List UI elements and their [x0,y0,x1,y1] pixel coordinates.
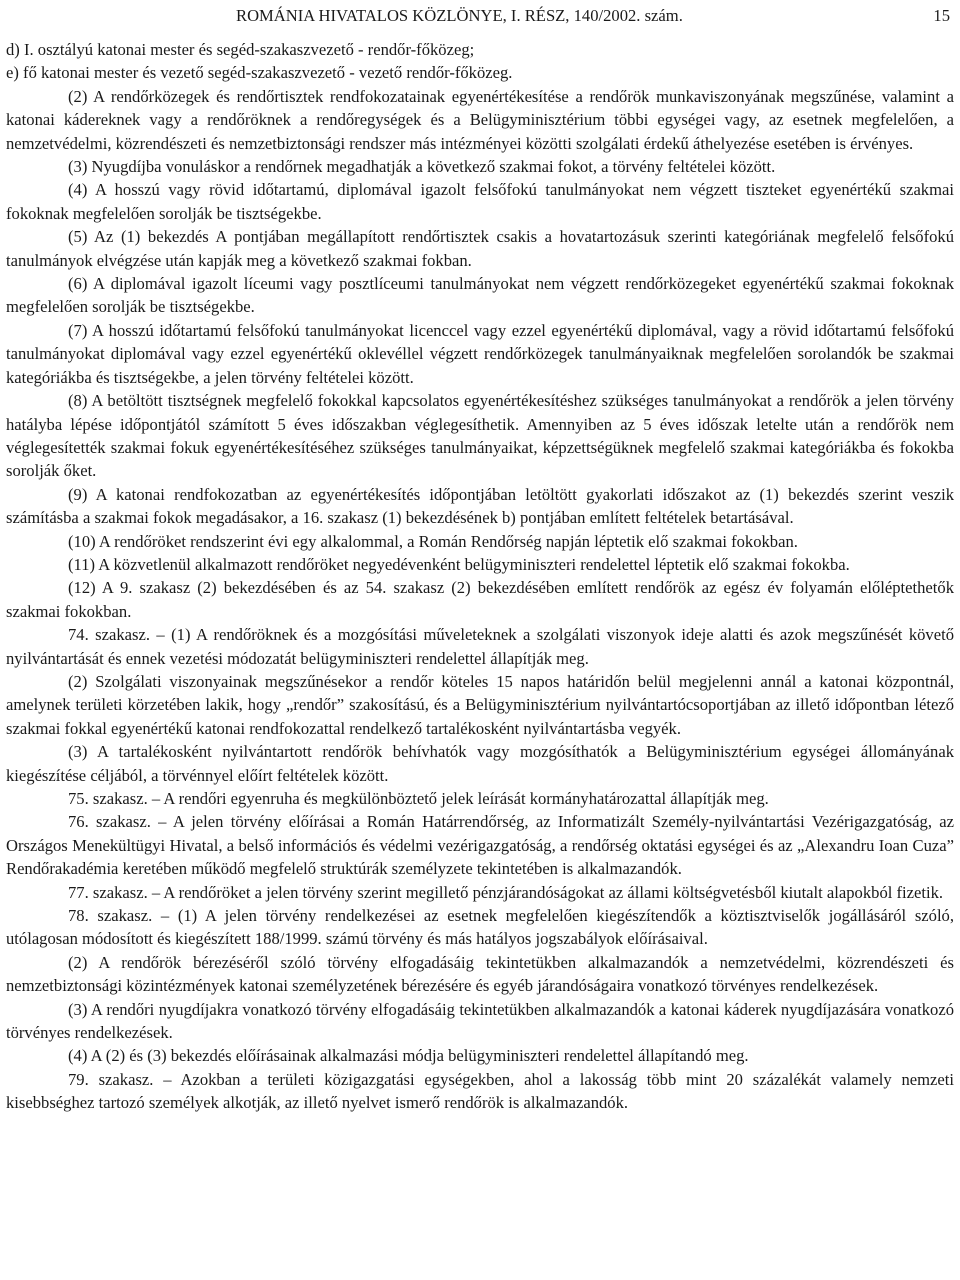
paragraph: (4) A hosszú vagy rövid időtartamú, diplomával igazolt felsőfokú tanulmányokat nem végzett tiszteket egyenértékű szakmai fokoknak megfelelően sorolják be tisztségekbe. [6,180,954,223]
paragraph: d) I. osztályú katonai mester és segéd-szakaszvezető - rendőr-főközeg; [6,40,475,59]
paragraph: 74. szakasz. – (1) A rendőröknek és a mozgósítási műveleteknek a szolgálati viszonyok ideje alatti és azok megszűnését követő nyilvántartását és ennek vezetési módozatát belügyminiszteri rendelettel állapítják meg. [6,625,954,668]
paragraph: (9) A katonai rendfokozatban az egyenértékesítés időpontjában letöltött gyakorlati időszakot az (1) bekezdés szerint veszik számításba a szakmai fokok megadásakor, a 16. szakasz (1) bekezdésének b) pontjában említett feltételek betartásával. [6,484,954,528]
paragraph: (3) A rendőri nyugdíjakra vonatkozó törvény elfogadásáig tekintetükben alkalmazandók a katonai káderek nyugdíjazására vonatkozó törvényes rendelkezések. [6,999,954,1043]
paragraph: (10) A rendőröket rendszerint évi egy alkalommal, a Román Rendőrség napján léptetik elő szakmai fokokban. [68,531,798,551]
paragraph: (7) A hosszú időtartamú felsőfokú tanulmányokat licenccel vagy ezzel egyenértékű diplomával, vagy a rövid időtartamú felsőfokú tanulmányokat diplomával vagy ezzel egyenértékű oklevéllel végzett rendőrközegek tanulmányaiknak megfelelően sorolandók be szakmai kategóriákba és tisztségekbe, a jelen törvény feltételei között. [6,320,954,387]
paragraph: (4) A (2) és (3) bekezdés előírásainak alkalmazási módja belügyminiszteri rendelettel állapítandó meg. [68,1046,749,1066]
paragraph: 79. szakasz. – Azokban a területi közigazgatási egységekben, ahol a lakosság több mint 20 százalékát valamely nemzeti kisebbséghez tartozó személyek alkotják, az illető nyelvet ismerő rendőrök is alkalmazandók. [6,1069,954,1113]
paragraph: 75. szakasz. – A rendőri egyenruha és megkülönböztető jelek leírását kormányhatározattal állapítják meg. [68,789,769,808]
running-header-title: ROMÁNIA HIVATALOS KÖZLÖNYE, I. RÉSZ, 140/2002. szám. [236,6,683,25]
paragraph: (5) Az (1) bekezdés A pontjában megállapított rendőrtisztek csakis a hovatartozásuk szerinti kategóriának megfelelő felsőfokú tanulmányok elvégzése után kapják meg a következő szakmai fokban. [6,227,954,270]
paragraph: e) fő katonai mester és vezető segéd-szakaszvezető - vezető rendőr-főközeg. [6,63,513,83]
paragraph: 76. szakasz. – A jelen törvény előírásai a Román Határrendőrség, az Informatizált Személy-nyilvántartási Vezérigazgatóság, az Országos Menekültügyi Hivatal, a belső információs és védelmi vezérigazgatóság, a rendőrség oktatási egységei és az „Alexandru Ioan Cuza” Rendőrakadémia keretében működő megfelelő struktúrák személyzete tekintetében is alkalmazandók. [6,812,954,879]
page-number: 15 [933,6,950,25]
paragraph: 77. szakasz. – A rendőröket a jelen törvény szerint megillető pénzjárandóságokat az állami költségvetésből kiutalt alapokból fizetik. [68,882,944,902]
paragraph: (6) A diplomával igazolt líceumi vagy posztlíceumi tanulmányokat nem végzett rendőrközegeket egyenértékű szakmai fokoknak megfelelően sorolják be tisztségekbe. [6,274,954,317]
paragraph: 78. szakasz. – (1) A jelen törvény rendelkezései az esetnek megfelelően kiegészítendők a köztisztviselők jogállásáról szóló, utólagosan módosított és kiegészített 188/1999. számú törvény és más hatályos jogszabályok előírásaival. [6,906,954,949]
paragraph: (2) A rendőrközegek és rendőrtisztek rendfokozatainak egyenértékesítése a rendőrök munkaviszonyának megszűnése, valamint a katonai kádereknek vagy a rendőröknek a rendőregységek és a Belügyminisztérium többi egységei vagy, az esetnek megfelelően, a nemzetvédelmi, közrendészeti és nemzetbiztonsági rendszer más intézményei közötti szolgálati érdekű áthelyezése esetében is érvényes. [6,86,954,153]
paragraph: (12) A 9. szakasz (2) bekezdésében és az 54. szakasz (2) bekezdésében említett rendőrök az egész év folyamán előléptethetők szakmai fokokban. [6,578,954,621]
paragraph: (2) Szolgálati viszonyainak megszűnésekor a rendőr köteles 15 napos határidőn belül megjelenni annál a katonai központnál, amelynek területi körzetében lakik, hogy „rendőr” szakosítású, és a Belügyminisztérium nyilvántartócsoportjában az illető időpontban létező szakmai fokkal egyenértékű katonai rendfokozattal rendelkező tartalékosként nyilvántartásba vegyék. [6,671,954,738]
paragraph: (2) A rendőrök bérezéséről szóló törvény elfogadásáig tekintetükben alkalmazandók a nemzetvédelmi, közrendészeti és nemzetbiztonsági közintézmények katonai személyzetének bérezésére és egyéb járandóságaira vonatkozó törvényes rendelkezések. [6,952,954,996]
document-body [6,38,954,1115]
page-header [6,2,954,28]
paragraph: (3) Nyugdíjba vonuláskor a rendőrnek megadhatják a következő szakmai fokot, a törvény feltételei között. [68,157,776,177]
paragraph: (8) A betöltött tisztségnek megfelelő fokokkal kapcsolatos egyenértékesítéshez szükséges tanulmányokat a rendőrök a jelen törvény hatályba lépése időpontjától számított 5 éves időszakban véglegesíthetik. Amennyiben az 5 éves időszak letelte után a rendőrök nem véglegesítették szakmai fokuk egyenértékesítéséhez szükséges tanulmányaikat, képzettségüknek megfelelő szakmai kategóriákba és fokokba sorolják őket. [6,391,954,481]
paragraph: (3) A tartalékosként nyilvántartott rendőrök behívhatók vagy mozgósíthatók a Belügyminisztérium egységei állományának kiegészítése céljából, a törvénnyel előírt feltételek között. [6,742,954,785]
paragraph: (11) A közvetlenül alkalmazott rendőröket negyedévenként belügyminiszteri rendelettel léptetik elő szakmai fokokba. [68,554,850,574]
